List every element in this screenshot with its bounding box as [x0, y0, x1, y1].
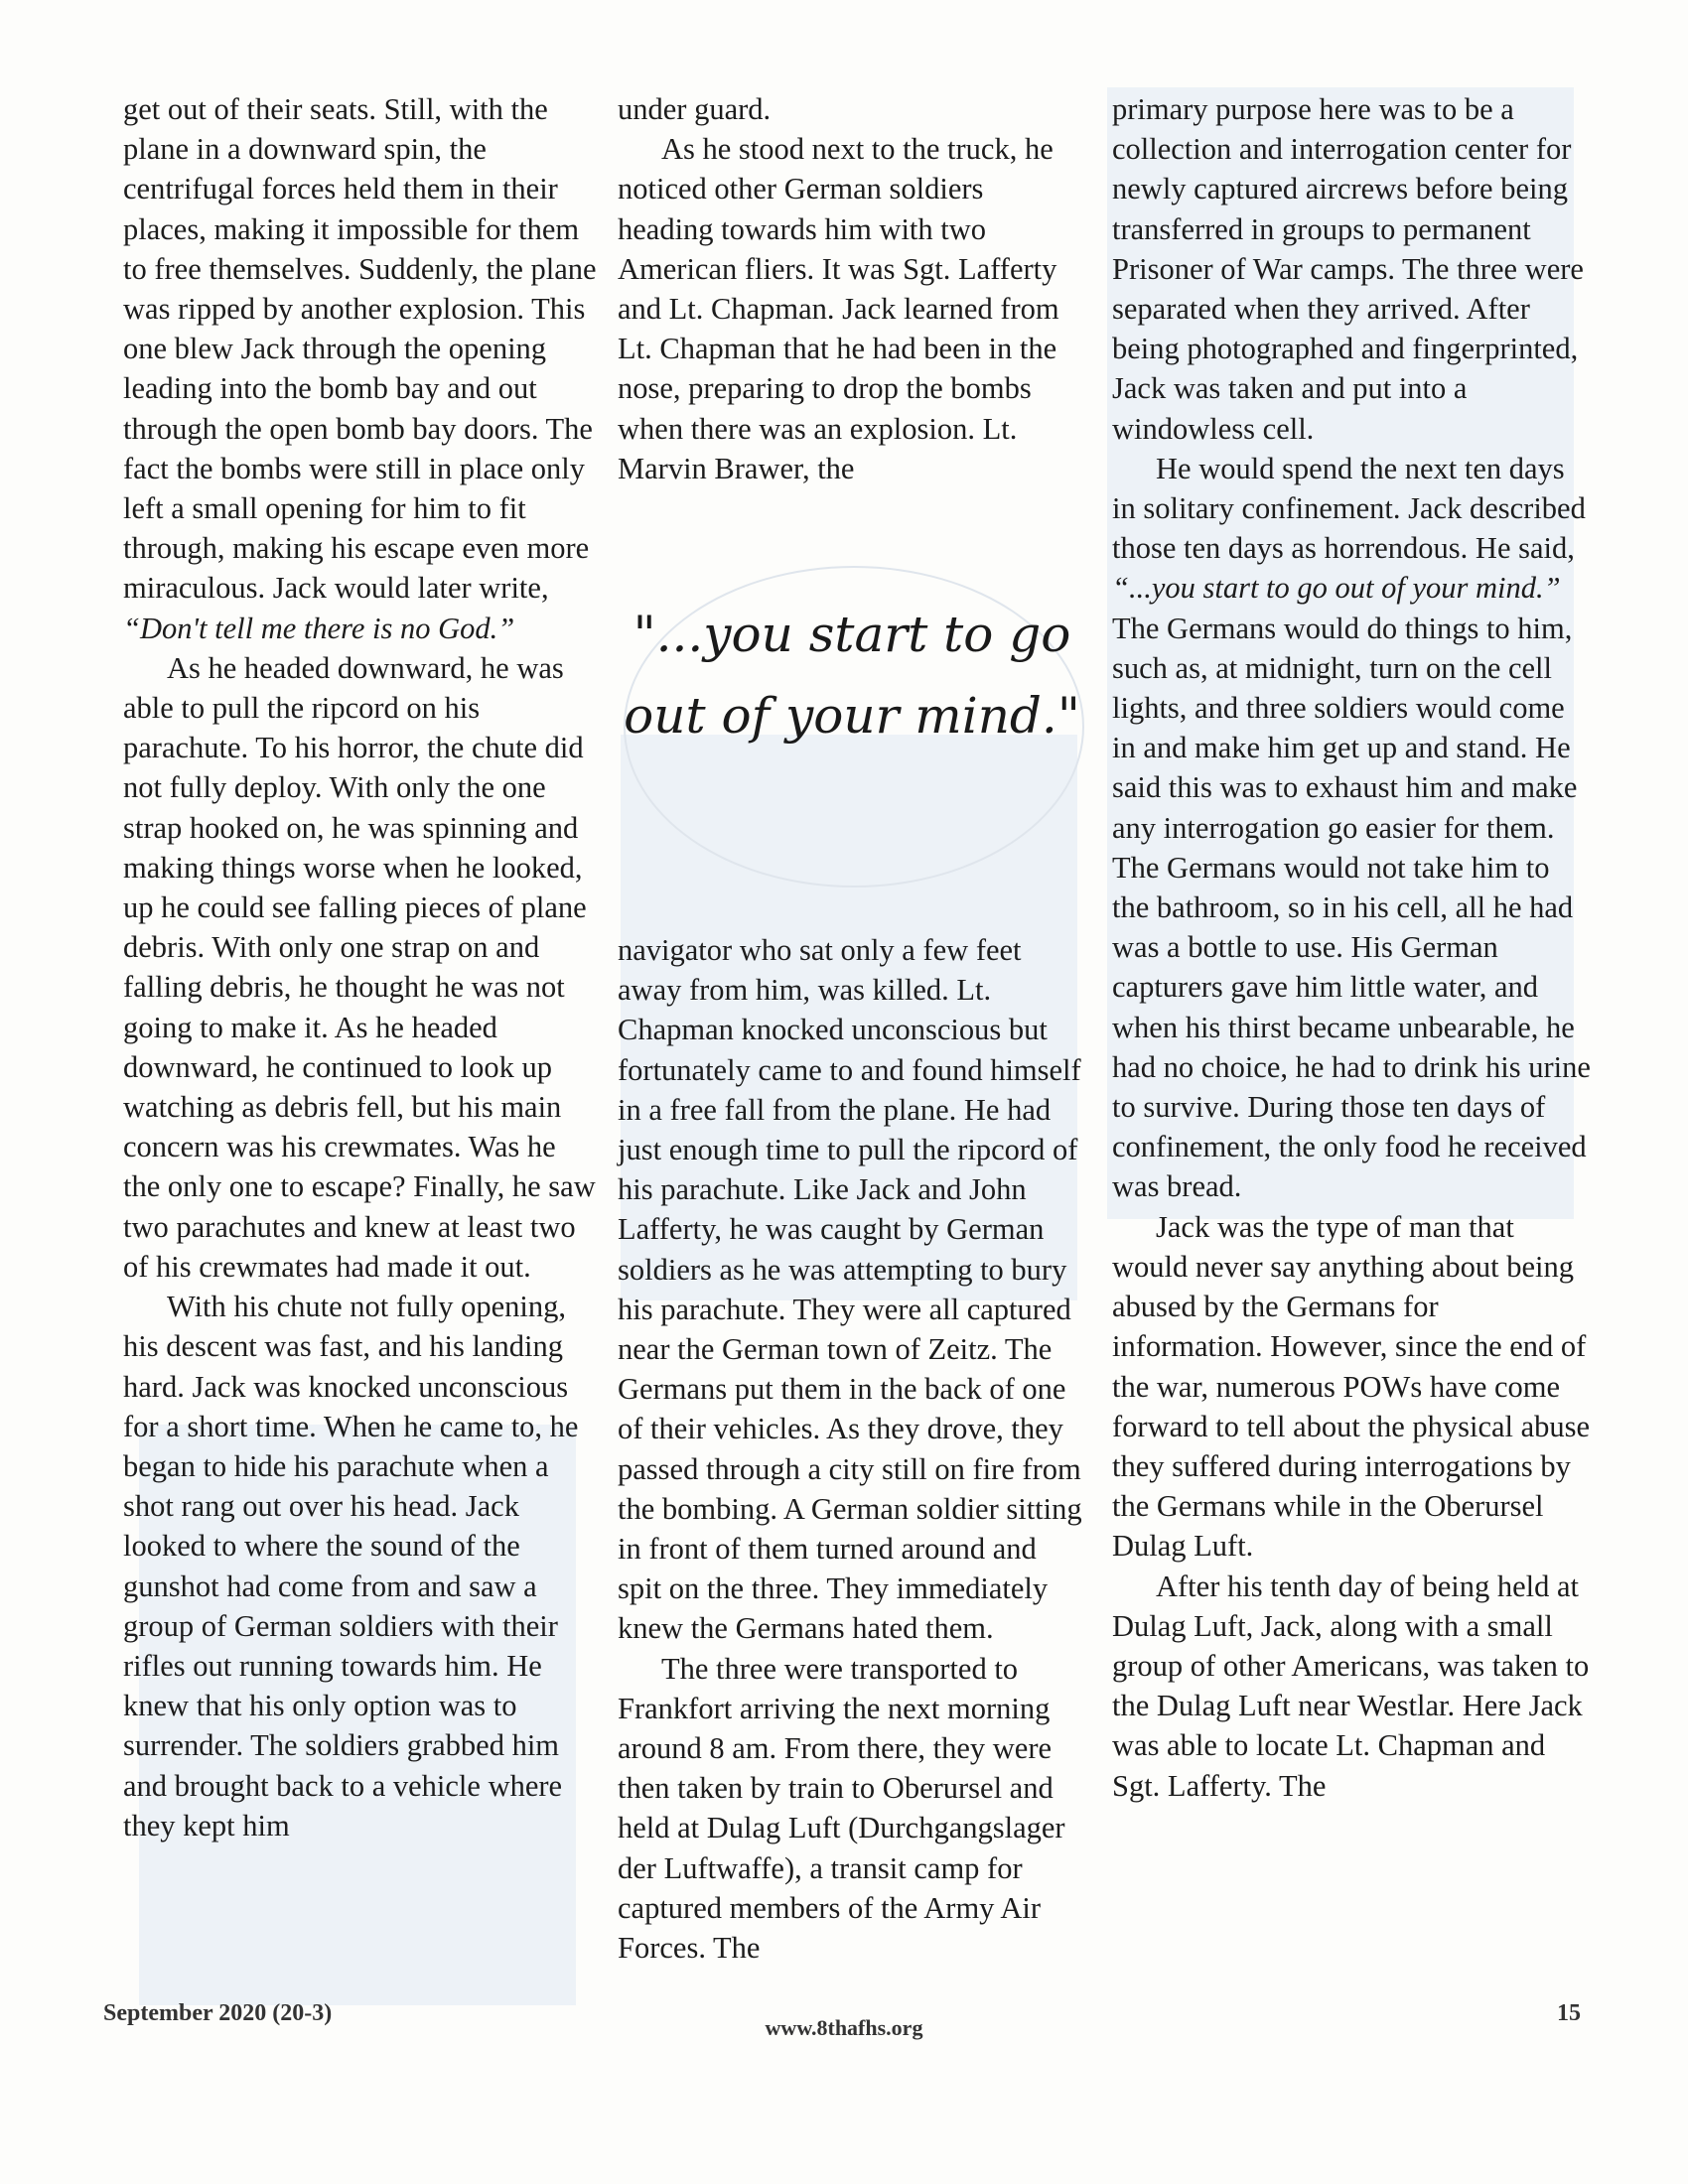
paragraph: After his tenth day of being held at Dulag Luft, Jack, along with a small group of other Americans, was taken to the Dulag Luft near Westlar. Here Jack was able to locate Lt. Chapman and Sgt. Lafferty. The [1112, 1569, 1590, 1803]
issue-date: September 2020 (20-3) [103, 2000, 333, 2026]
pullquote: "...you start to go out of your mind." [624, 606, 1080, 745]
paragraph: navigator who sat only a few feet away from him, was killed. Lt. Chapman knocked unconscious but fortunately came to and found himself in a free fall from the plane. He had just enough time to pull the ripcord of his parachute. Like Jack and John Lafferty, he was caught by German soldiers as he was attempting to bury his parachute. They were all captured near the German town of Zeitz. The Germans put them in the back of one of their vehicles. As they drove, they passed through a city still on fire from the bombing. A German soldier sitting in front of them turned around and spit on the three. They immediately knew the Germans hated them. [618, 933, 1082, 1646]
paragraph: As he stood next to the truck, he noticed other German soldiers heading towards him with two American fliers. It was Sgt. Lafferty and Lt. Chapman. Jack learned from Lt. Chapman that he had been in the nose, preparing to drop the bombs when there was an explosion. Lt. Marvin Brawer, the [618, 132, 1059, 485]
paragraph: under guard. [618, 92, 772, 126]
paragraph: Jack was the type of man that would never say anything about being abused by the Germans for information. However, since the end of the war, numerous POWs have come forward to tell about the physical abuse they suffered during interrogations by the Germans while in the Oberursel Dulag Luft. [1112, 1209, 1591, 1564]
paragraph-text: He would spend the next ten days in solitary confinement. Jack described those ten days as horrendous. He said, [1112, 451, 1586, 566]
text-column-2 [618, 89, 1086, 488]
paragraph: The three were transported to Frankfort arriving the next morning around 8 am. From there, they were then taken by train to Oberursel and held at Dulag Luft (Durchgangslager der Luftwaffe), a transit camp for captured members of the Army Air Forces. The [618, 1651, 1065, 1966]
paragraph: As he headed downward, he was able to pull the ripcord on his parachute. To his horror, the chute did not fully deploy. With only the one strap hooked on, he was spinning and making things worse when he looked, up he could see falling pieces of plane debris. With only one strap on and falling debris, he thought he was not going to make it. As he headed downward, he continued to look up watching as debris fell, but his main concern was his crewmates. Was he the only one to escape? Finally, he saw two parachutes and knew at least two of his crewmates had made it out. [123, 650, 596, 1284]
text-column-3 [1112, 89, 1593, 1806]
paragraph-text: The Germans would do things to him, such as, at midnight, turn on the cell lights, and three soldiers would come in and make him get up and stand. He said this was to exhaust him and make any interrogation go easier for them. The Germans would not take him to the bathroom, so in his cell, all he had was a bottle to use. His German capturers gave him little water, and when his thirst became unbearable, he had no choice, he had to drink his urine to survive. During those ten days of confinement, the only food he received was bread. [1112, 611, 1591, 1204]
website-link[interactable]: www.8thafhs.org [765, 2015, 923, 2040]
page-number: 15 [1557, 2000, 1581, 2026]
text-column-2-continued [618, 930, 1086, 1968]
paragraph: primary purpose here was to be a collection and interrogation center for newly captured aircrews before being transferred in groups to permanent Prisoner of War camps. The three were separated when they arrived. After being photographed and fingerprinted, Jack was taken and put into a windowless cell. [1112, 92, 1584, 446]
quote-text: “Don't tell me there is no God.” [123, 611, 515, 645]
paragraph: With his chute not fully opening, his descent was fast, and his landing hard. Jack was knocked unconscious for a short time. When he came to, he began to hide his parachute when a shot rang out over his head. Jack looked to where the sound of the gunshot had come from and saw a group of German soldiers with their rifles out running towards him. He knew that his only option was to surrender. The soldiers grabbed him and brought back to a vehicle where they kept him [123, 1290, 579, 1843]
quote-text: “...you start to go out of your mind.” [1112, 571, 1561, 606]
paragraph-text: get out of their seats. Still, with the plane in a downward spin, the centrifugal forces held them in their places, making it impossible for them to free themselves. Suddenly, the plane was ripped by another explosion. This one blew Jack through the opening leading into the bomb bay and out through the open bomb bay doors. The fact the bombs were still in place only left a small opening for him to fit through, making his escape even more miraculous. Jack would later write, [123, 92, 597, 606]
paragraph [1112, 449, 1593, 1207]
text-column-1 [123, 89, 600, 1845]
paragraph [123, 89, 600, 648]
